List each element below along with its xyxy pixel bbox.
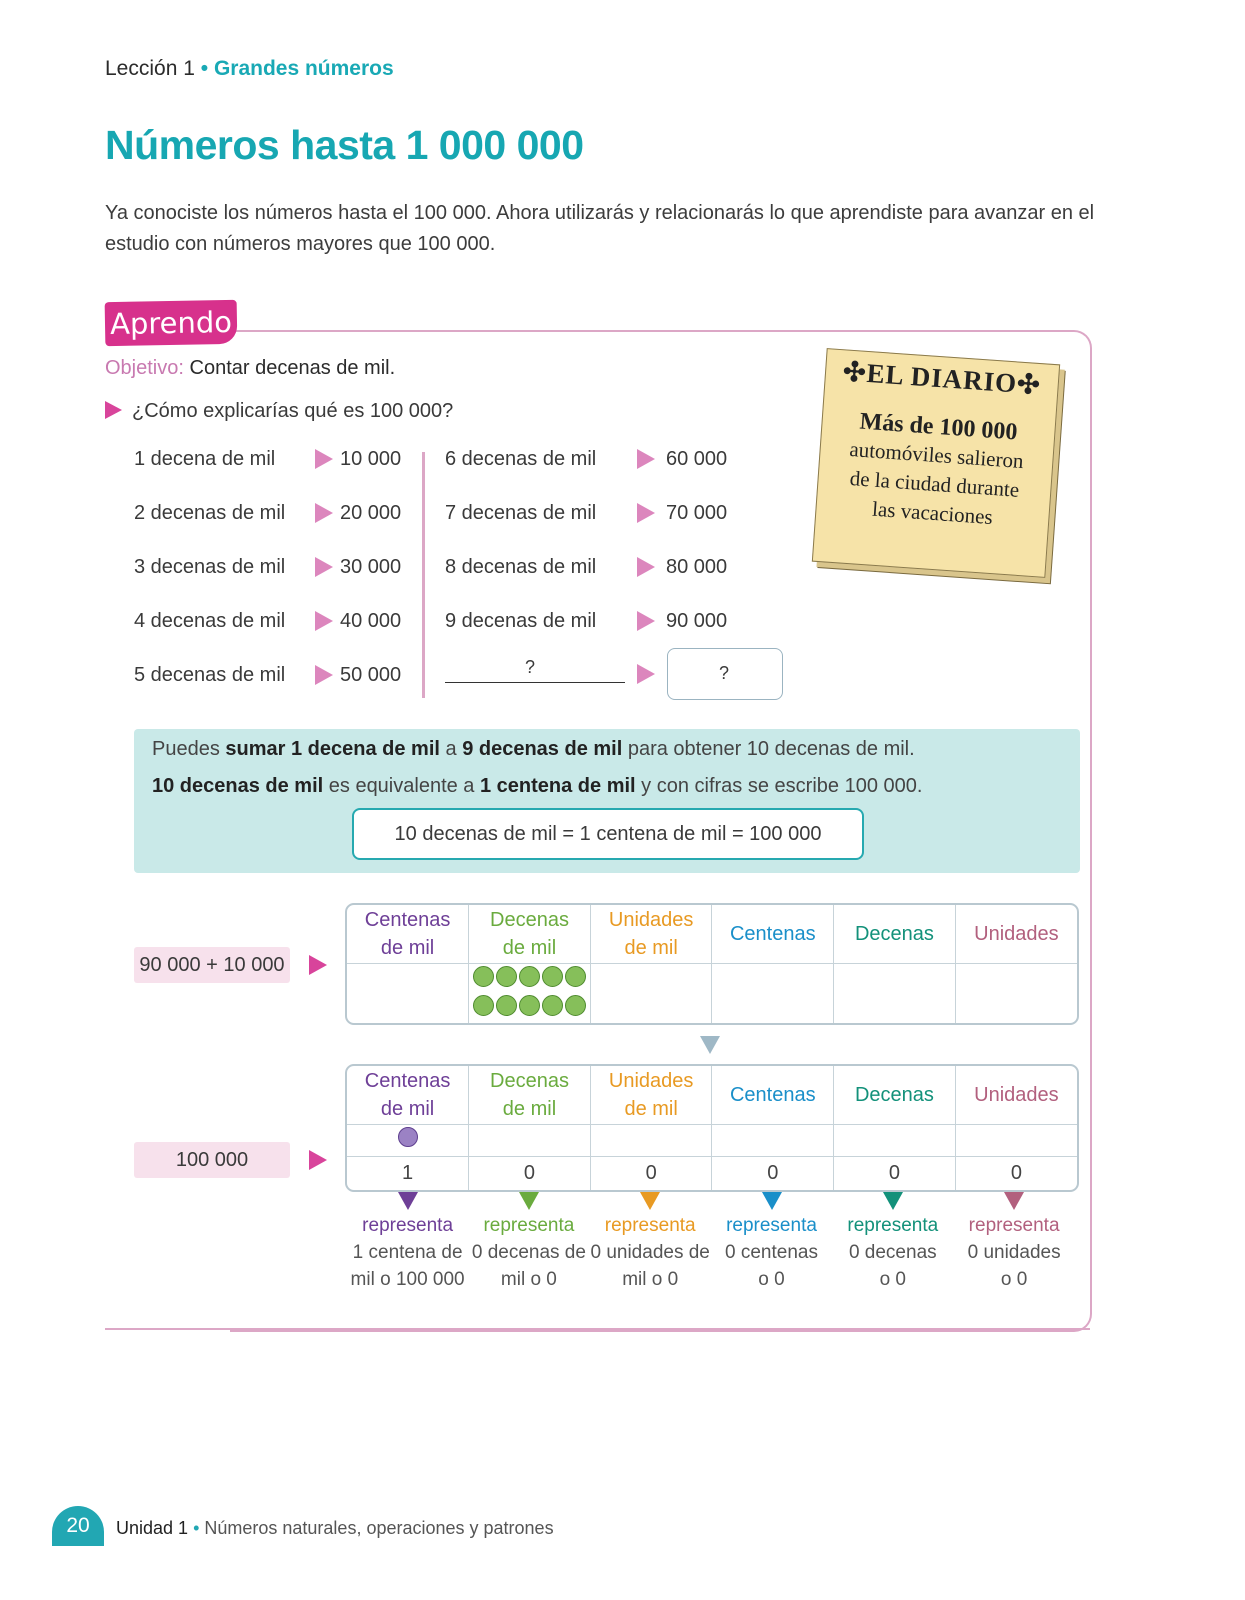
counter-dot <box>398 1127 418 1147</box>
column-header: Decenas de mil <box>469 1066 591 1124</box>
arrow-icon <box>315 557 333 582</box>
counter-dot <box>565 966 586 987</box>
counter-dot <box>519 966 540 987</box>
digit-cell: 0 <box>590 1156 712 1190</box>
tens-of-thousands-value: 30 000 <box>340 556 402 578</box>
represents-text: representa 0 decenas de mil o 0 <box>471 1215 586 1290</box>
tens-of-thousands-label: 7 decenas de mil <box>445 502 597 524</box>
section-tab: Aprendo <box>105 300 238 346</box>
arrow-icon <box>637 664 655 689</box>
column-header: Decenas <box>834 905 956 963</box>
objective-text: Contar decenas de mil. <box>189 357 396 379</box>
tens-of-thousands-label: 5 decenas de mil <box>134 664 286 686</box>
newspaper-line: de la ciudad durante <box>849 466 1020 502</box>
column-header: Unidades <box>955 905 1077 963</box>
tens-of-thousands-value: 50 000 <box>340 664 402 686</box>
place-value-table-2 <box>345 1064 1079 1192</box>
counter-dot <box>542 995 563 1016</box>
arrow-icon <box>309 955 327 980</box>
down-arrow-icon <box>519 1192 539 1210</box>
counter-dot <box>473 995 494 1016</box>
section-frame-bottom <box>105 1328 1090 1330</box>
cell-empty <box>590 963 712 1023</box>
down-arrow-icon <box>700 1036 720 1054</box>
tens-of-thousands-value: 10 000 <box>340 448 402 470</box>
down-arrow-icon <box>398 1192 418 1210</box>
down-arrow-icon <box>883 1192 903 1210</box>
objective <box>105 357 395 380</box>
sum-tag: 90 000 + 10 000 <box>134 947 290 983</box>
digit-cell: 1 <box>347 1156 469 1190</box>
cell-empty <box>834 1124 956 1156</box>
question-text: ¿Cómo explicarías qué es 100 000? <box>132 400 454 422</box>
newspaper-headline: Más de 100 000 <box>858 408 1019 446</box>
counter-dot <box>519 995 540 1016</box>
column-header: Decenas de mil <box>469 905 591 963</box>
tens-of-thousands-label: 2 decenas de mil <box>134 502 286 524</box>
newspaper-line: las vacaciones <box>871 496 994 530</box>
down-arrow-icon <box>640 1192 660 1210</box>
tens-of-thousands-label: 8 decenas de mil <box>445 556 597 578</box>
footer-unit: Unidad 1 <box>116 1518 189 1538</box>
represents-text: representa 0 unidades de mil o 0 <box>590 1215 710 1290</box>
tens-of-thousands-value: 60 000 <box>666 448 728 470</box>
equation-box: 10 decenas de mil = 1 centena de mil = 100 000 <box>352 808 864 860</box>
triangle-bullet-icon <box>105 401 122 419</box>
newspaper-line: automóviles salieron <box>848 436 1025 474</box>
tens-of-thousands-value: 80 000 <box>666 556 728 578</box>
number-tag: 100 000 <box>134 1142 290 1178</box>
digit-cell: 0 <box>469 1156 591 1190</box>
cell-empty <box>712 963 834 1023</box>
cell-empty <box>347 963 469 1023</box>
counter-dot <box>565 995 586 1016</box>
represents-text: representa 1 centena de mil o 100 000 <box>350 1215 465 1290</box>
counter-dot <box>542 966 563 987</box>
question <box>105 400 453 423</box>
newspaper-masthead: ✣EL DIARIO✣ <box>842 356 1042 401</box>
cell-counters <box>469 963 591 1023</box>
unknown-label: ? <box>525 657 536 677</box>
counter-dot <box>473 966 494 987</box>
column-header: Decenas <box>834 1066 956 1124</box>
arrow-icon <box>309 1150 327 1175</box>
objective-label: Objetivo: <box>105 357 184 379</box>
tens-of-thousands-value: 70 000 <box>666 502 728 524</box>
counter-dot <box>496 966 517 987</box>
lesson-separator: • <box>194 57 214 80</box>
lesson-topic: Grandes números <box>213 57 394 80</box>
page-title: Números hasta 1 000 000 <box>105 122 584 168</box>
arrow-icon <box>637 449 655 474</box>
column-header: Centenas de mil <box>347 905 469 963</box>
tens-of-thousands-value: 20 000 <box>340 502 402 524</box>
newspaper-illustration <box>812 348 1060 578</box>
tens-of-thousands-label: 1 decena de mil <box>134 448 276 470</box>
cell-empty <box>955 1124 1077 1156</box>
tens-of-thousands-value: 90 000 <box>666 610 728 632</box>
counter-dot <box>496 995 517 1016</box>
arrow-icon <box>637 503 655 528</box>
lesson-label: Lección 1 <box>105 57 195 80</box>
arrow-icon <box>315 665 333 690</box>
column-header: Centenas <box>712 1066 834 1124</box>
tens-of-thousands-value: 40 000 <box>340 610 402 632</box>
tens-of-thousands-label: 9 decenas de mil <box>445 610 597 632</box>
digit-cell: 0 <box>712 1156 834 1190</box>
column-header: Unidades de mil <box>590 905 712 963</box>
arrow-icon <box>637 611 655 636</box>
digit-cell: 0 <box>834 1156 956 1190</box>
arrow-icon <box>315 503 333 528</box>
page-number: 20 <box>52 1506 104 1546</box>
info-line-1: Puedes sumar 1 decena de mil a 9 decenas de mil para obtener 10 decenas de mil. <box>152 738 915 760</box>
tens-of-thousands-label: 4 decenas de mil <box>134 610 286 632</box>
cell-empty <box>712 1124 834 1156</box>
info-line-2: 10 decenas de mil es equivalente a 1 centena de mil y con cifras se escribe 100 000. <box>152 775 923 797</box>
tens-of-thousands-label: 3 decenas de mil <box>134 556 286 578</box>
cell-counters <box>347 1124 469 1156</box>
column-header: Unidades de mil <box>590 1066 712 1124</box>
arrow-icon <box>315 611 333 636</box>
cell-empty <box>469 1124 591 1156</box>
cell-empty <box>834 963 956 1023</box>
answer-blank-line <box>445 682 625 683</box>
down-arrow-icon <box>762 1192 782 1210</box>
arrow-icon <box>315 449 333 474</box>
footer-topic: Números naturales, operaciones y patrones <box>204 1518 554 1538</box>
lesson-header <box>105 57 394 81</box>
column-header: Centenas <box>712 905 834 963</box>
cell-empty <box>590 1124 712 1156</box>
represents-text: representa 0 decenas o 0 <box>847 1215 939 1290</box>
footer-text: Unidad 1 • Números naturales, operaciones y patrones <box>116 1518 554 1538</box>
tens-of-thousands-label: 6 decenas de mil <box>445 448 597 470</box>
down-arrow-icon <box>1004 1192 1024 1210</box>
column-divider <box>422 452 425 698</box>
digit-cell: 0 <box>955 1156 1077 1190</box>
intro-paragraph: Ya conociste los números hasta el 100 000. Ahora utilizarás y relacionarás lo que aprendiste para avanzar en el estudio con números mayores que 100 000. <box>105 202 1095 255</box>
represents-text: representa 0 centenas o 0 <box>725 1215 818 1290</box>
cell-empty <box>955 963 1077 1023</box>
column-header: Centenas de mil <box>347 1066 469 1124</box>
represents-text: representa 0 unidades o 0 <box>967 1215 1061 1290</box>
arrow-icon <box>637 557 655 582</box>
unknown-value: ? <box>719 663 730 683</box>
column-header: Unidades <box>955 1066 1077 1124</box>
place-value-table-1 <box>345 903 1079 1025</box>
